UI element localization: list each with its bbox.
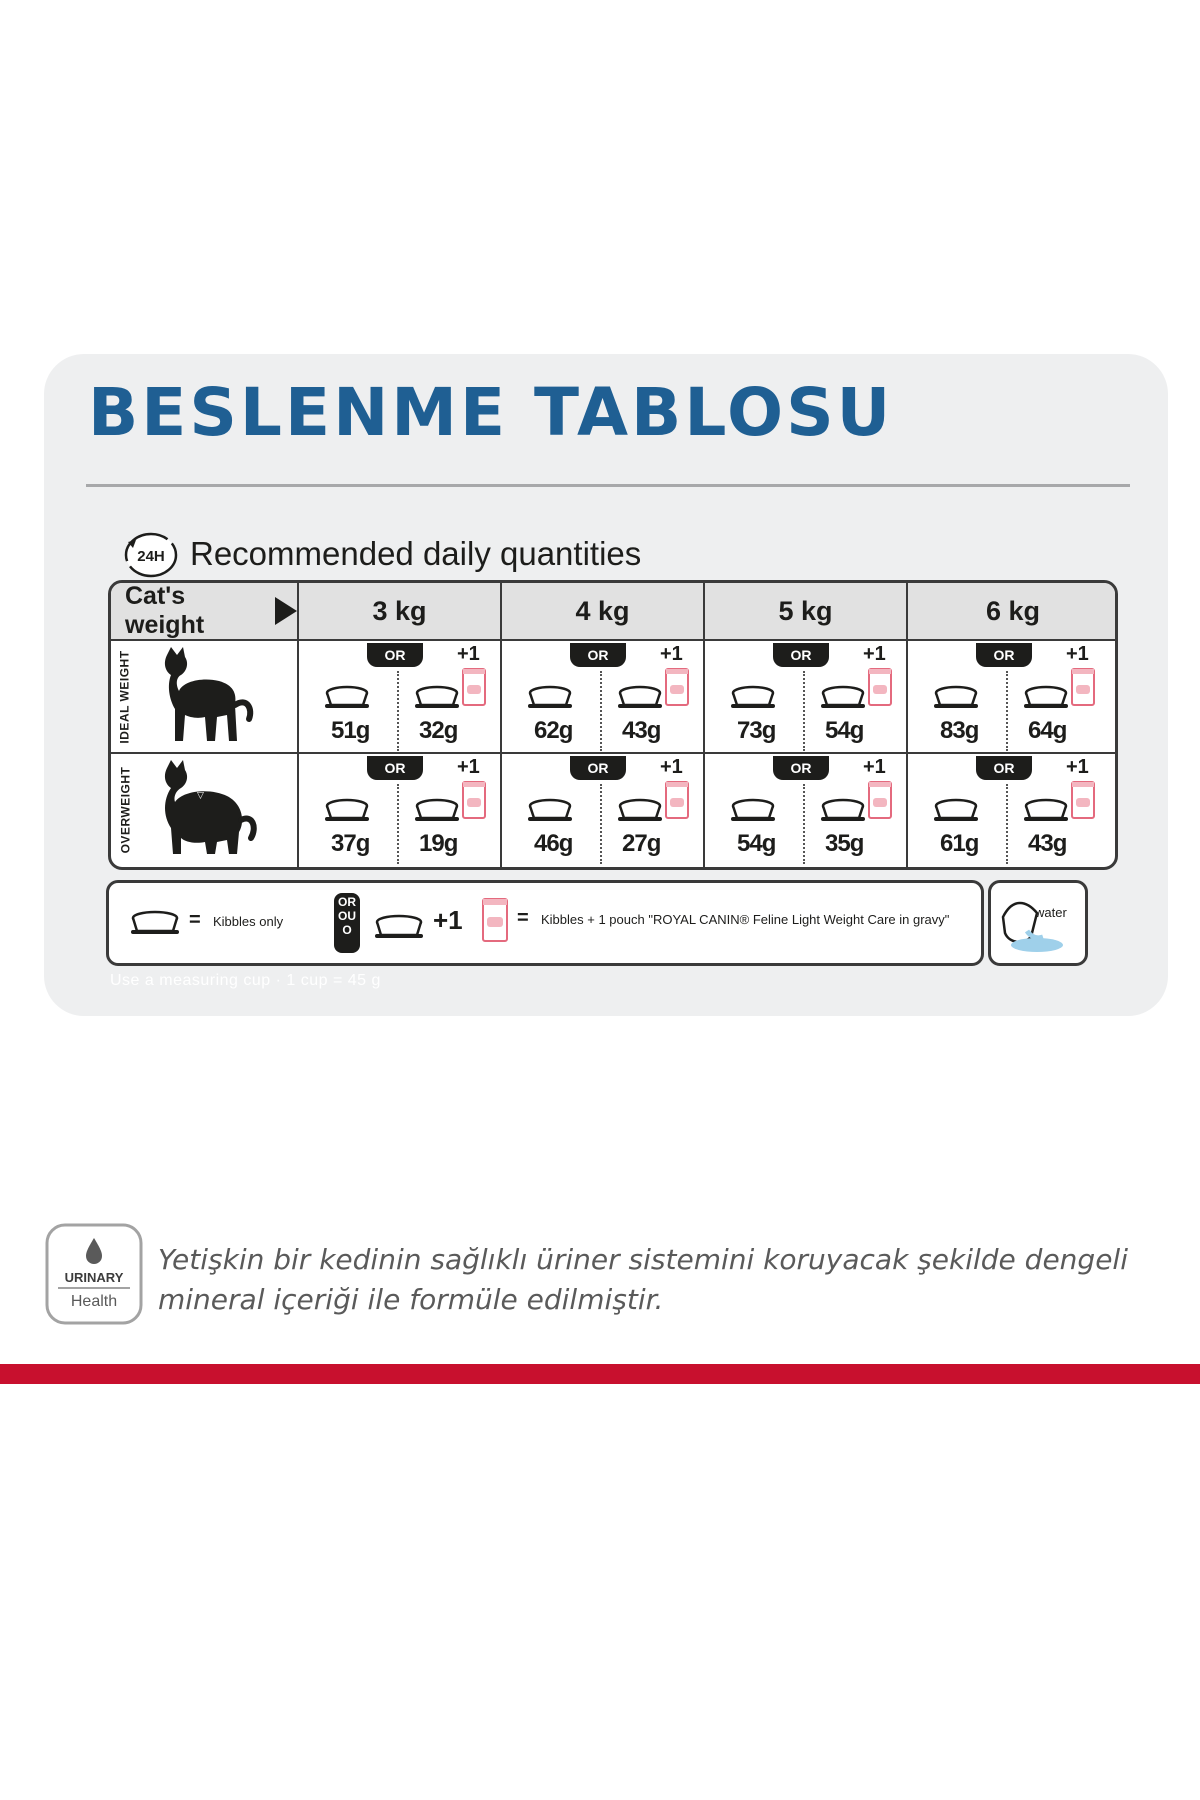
or-badge: OR	[976, 756, 1032, 780]
legend-equals: =	[189, 909, 201, 931]
kibbles-only-quantity: 51g	[331, 717, 370, 744]
or-badge: OR	[367, 643, 423, 667]
badge-line1: URINARY	[64, 1270, 124, 1285]
clock-24h-icon	[124, 532, 178, 578]
pouch-icon	[867, 780, 893, 820]
legend-pouch-text: Kibbles + 1 pouch "ROYAL CANIN® Feline Light Weight Care in gravy"	[541, 912, 950, 927]
pouch-icon	[461, 667, 487, 707]
kibbles-only-quantity: 46g	[534, 830, 573, 857]
legend	[106, 880, 984, 966]
table-cell	[502, 641, 705, 754]
pouch-icon	[867, 667, 893, 707]
cell-divider	[803, 784, 805, 864]
food-bowl-icon	[930, 798, 982, 824]
food-bowl-icon	[614, 685, 666, 711]
pouch-icon	[1070, 780, 1096, 820]
table-cell	[299, 641, 502, 754]
row-label-overweight	[111, 754, 299, 867]
cell-divider	[1006, 784, 1008, 864]
kibbles-only-quantity: 37g	[331, 830, 370, 857]
or-badge: OR	[570, 756, 626, 780]
cell-divider	[397, 784, 399, 864]
brand-accent-bar	[0, 1364, 1200, 1384]
badge-line2: Health	[70, 1293, 118, 1310]
water-legend	[988, 880, 1088, 966]
kibbles-only-quantity: 54g	[737, 830, 776, 857]
food-bowl-icon	[817, 798, 869, 824]
kibbles-only-quantity: 83g	[940, 717, 979, 744]
kibbles-with-pouch-quantity: 19g	[419, 830, 458, 857]
legend-or-badge	[334, 893, 360, 953]
table-cell	[705, 754, 908, 867]
kibbles-with-pouch-quantity: 43g	[622, 717, 661, 744]
table-header-weight	[111, 583, 299, 641]
food-bowl-icon	[524, 685, 576, 711]
table-cell	[908, 641, 1118, 754]
feeding-table	[108, 580, 1118, 870]
water-label: water	[1035, 905, 1067, 920]
legend-equals: =	[517, 907, 529, 929]
cell-divider	[397, 671, 399, 751]
plus-one-label: +1	[1066, 643, 1089, 665]
column-header: 4 kg	[502, 583, 705, 641]
kibbles-only-quantity: 73g	[737, 717, 776, 744]
plus-one-label: +1	[457, 643, 480, 665]
table-cell	[299, 754, 502, 867]
urinary-claim-text: Yetişkin bir kedinin sağlıklı üriner sistemini koruyacak şekilde dengeli mineral içeriği ile formüle edilmiştir.	[158, 1243, 1128, 1316]
or-text: OU	[338, 909, 356, 923]
food-bowl-icon	[321, 685, 373, 711]
food-bowl-icon	[1020, 685, 1072, 711]
plus-one-label: +1	[457, 756, 480, 778]
kibbles-with-pouch-quantity: 32g	[419, 717, 458, 744]
urinary-health-badge	[44, 1222, 144, 1326]
food-bowl-icon	[411, 685, 463, 711]
cat-silhouette-icon	[153, 760, 263, 860]
kibbles-with-pouch-quantity: 35g	[825, 830, 864, 857]
pouch-icon	[481, 897, 509, 943]
column-header: 6 kg	[908, 583, 1118, 641]
cell-divider	[600, 784, 602, 864]
column-header: 3 kg	[299, 583, 502, 641]
food-bowl-icon	[127, 909, 183, 937]
page-title: BESLENME TABLOSU	[88, 374, 894, 451]
cell-divider	[803, 671, 805, 751]
cell-divider	[1006, 671, 1008, 751]
clock-badge-label: 24H	[137, 548, 165, 565]
feeding-table-panel	[44, 354, 1168, 1016]
or-badge: OR	[773, 756, 829, 780]
kibbles-with-pouch-quantity: 27g	[622, 830, 661, 857]
food-bowl-icon	[524, 798, 576, 824]
faded-footnote: Use a measuring cup · 1 cup = 45 g	[110, 972, 381, 989]
or-text: O	[342, 923, 352, 937]
food-bowl-icon	[614, 798, 666, 824]
or-badge: OR	[773, 643, 829, 667]
pouch-icon	[461, 780, 487, 820]
kibbles-only-quantity: 61g	[940, 830, 979, 857]
food-bowl-icon	[1020, 798, 1072, 824]
plus-one-label: +1	[863, 756, 886, 778]
plus-one-label: +1	[660, 756, 683, 778]
table-cell	[908, 754, 1118, 867]
pouch-icon	[664, 667, 690, 707]
legend-kibbles-only: Kibbles only	[213, 914, 284, 929]
or-badge: OR	[570, 643, 626, 667]
column-header: 5 kg	[705, 583, 908, 641]
play-arrow-icon	[275, 597, 297, 625]
plus-one-label: +1	[1066, 756, 1089, 778]
food-bowl-icon	[321, 798, 373, 824]
legend-plus-one: +1	[433, 905, 463, 935]
row-label-ideal-weight	[111, 641, 299, 754]
pouch-icon	[1070, 667, 1096, 707]
table-cell	[502, 754, 705, 867]
table-cell	[705, 641, 908, 754]
food-bowl-icon	[930, 685, 982, 711]
water-glass-icon	[997, 887, 1077, 957]
title-divider	[86, 484, 1130, 487]
kibbles-with-pouch-quantity: 54g	[825, 717, 864, 744]
food-bowl-icon	[371, 913, 427, 941]
cell-divider	[600, 671, 602, 751]
food-bowl-icon	[727, 685, 779, 711]
subtitle: Recommended daily quantities	[190, 535, 642, 572]
or-badge: OR	[976, 643, 1032, 667]
weight-header-label: Cat's weight	[125, 582, 205, 639]
food-bowl-icon	[411, 798, 463, 824]
svg-text:△: △	[197, 843, 204, 853]
kibbles-with-pouch-quantity: 64g	[1028, 717, 1067, 744]
plus-one-label: +1	[863, 643, 886, 665]
row-label-text: OVERWEIGHT	[118, 766, 133, 853]
or-badge: OR	[367, 756, 423, 780]
food-bowl-icon	[727, 798, 779, 824]
pouch-icon	[664, 780, 690, 820]
food-bowl-icon	[817, 685, 869, 711]
row-label-text: IDEAL WEIGHT	[118, 649, 132, 744]
or-text: OR	[338, 895, 356, 909]
cat-silhouette-icon	[153, 647, 263, 747]
svg-text:▽: ▽	[197, 791, 204, 801]
kibbles-only-quantity: 62g	[534, 717, 573, 744]
plus-one-label: +1	[660, 643, 683, 665]
kibbles-with-pouch-quantity: 43g	[1028, 830, 1067, 857]
